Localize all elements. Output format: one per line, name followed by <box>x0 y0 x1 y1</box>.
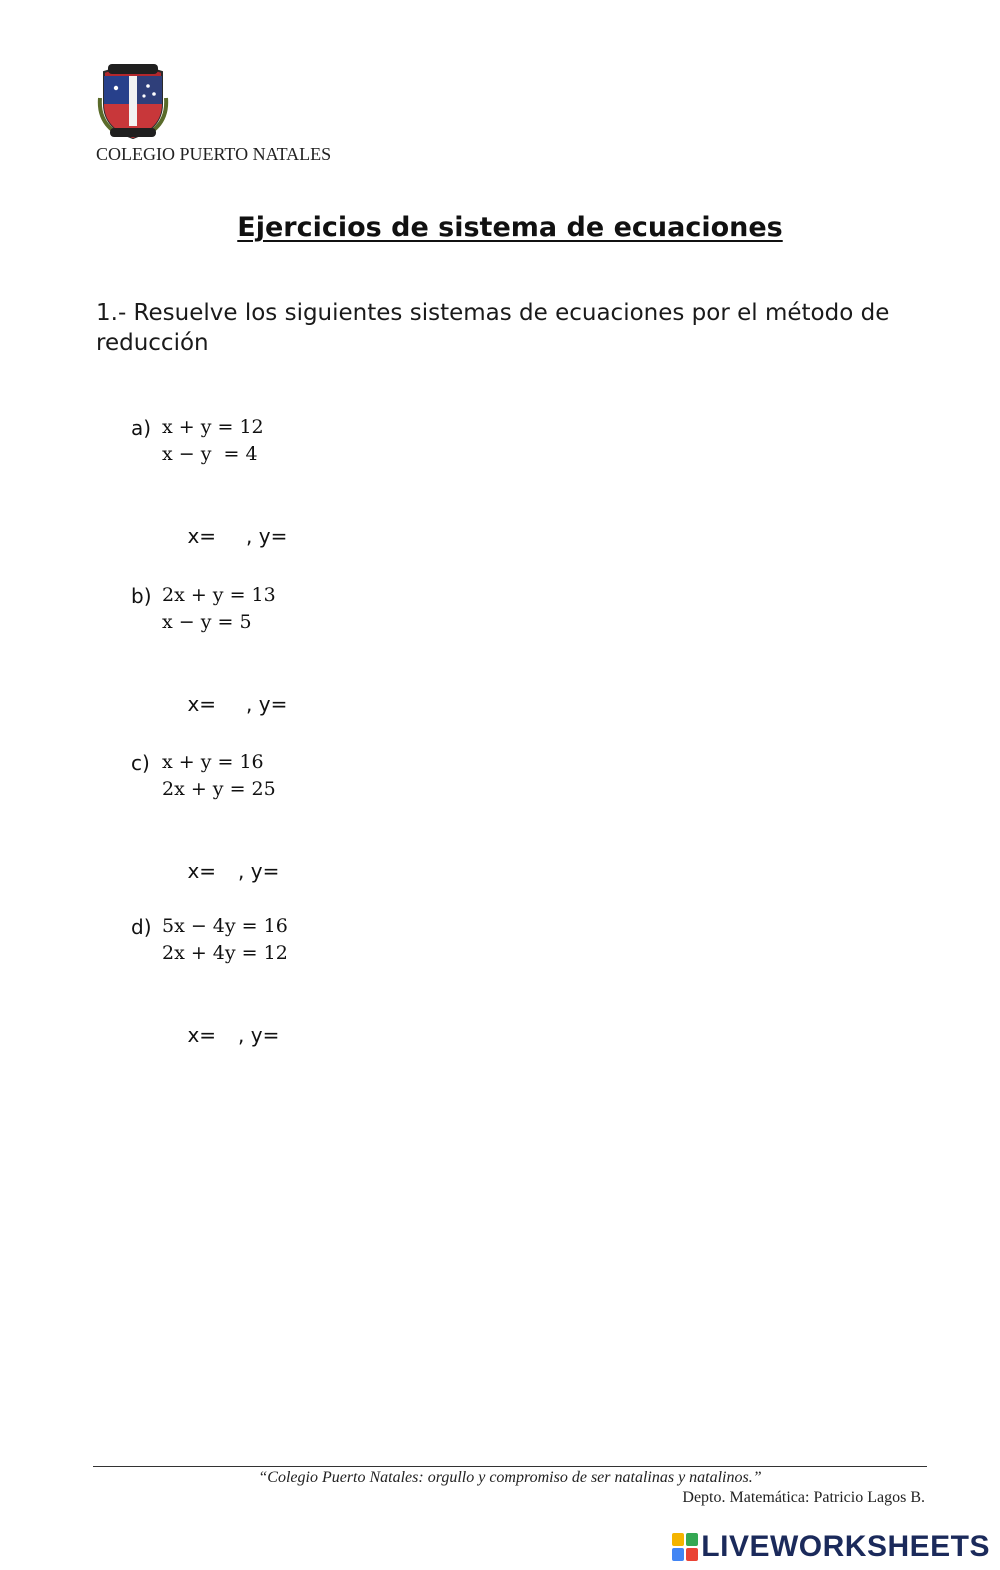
equation-1: 2x + y = 13 <box>162 584 276 606</box>
equation-2: 2x + y = 25 <box>162 778 276 800</box>
exercise-label: b) <box>131 584 152 608</box>
equation-1: x + y = 16 <box>162 751 264 773</box>
equation-1: x + y = 12 <box>162 416 264 438</box>
answer-y-label: , y= <box>238 1023 280 1047</box>
exercise-c <box>131 751 531 883</box>
footer-motto: “Colegio Puerto Natales: orgullo y compromiso de ser natalinas y natalinos.” <box>258 1469 762 1486</box>
liveworksheets-logo-icon <box>672 1533 698 1561</box>
equation-2: x − y = 5 <box>162 611 252 633</box>
exercise-label: c) <box>131 751 150 775</box>
equation-2: x − y = 4 <box>162 443 258 465</box>
school-name: COLEGIO PUERTO NATALES <box>96 144 332 164</box>
equation-2: 2x + 4y = 12 <box>162 942 288 964</box>
answer-x-label: x= <box>187 524 217 548</box>
answer-x-label: x= <box>187 1023 217 1047</box>
page-title: Ejercicios de sistema de ecuaciones <box>237 212 783 243</box>
exercise-b <box>131 584 531 716</box>
exercise-label: d) <box>131 915 152 939</box>
footer-department: Depto. Matemática: Patricio Lagos B. <box>682 1489 925 1506</box>
answer-line <box>162 500 287 572</box>
answer-x-label: x= <box>187 859 217 883</box>
answer-line <box>162 835 279 907</box>
liveworksheets-brand-text: LIVEWORKSHEETS <box>701 1530 990 1563</box>
answer-y-label: , y= <box>238 859 280 883</box>
exercise-a <box>131 416 531 548</box>
answer-line <box>162 668 287 740</box>
school-crest-logo <box>96 58 170 142</box>
answer-y-label: , y= <box>246 524 288 548</box>
answer-x-label: x= <box>187 692 217 716</box>
answer-line <box>162 999 279 1071</box>
exercise-label: a) <box>131 416 152 440</box>
instruction-text: 1.- Resuelve los siguientes sistemas de ecuaciones por el método de reducción <box>96 300 890 356</box>
liveworksheets-watermark[interactable] <box>672 1530 990 1564</box>
footer-divider <box>93 1466 927 1467</box>
exercise-d <box>131 915 531 1047</box>
equation-1: 5x − 4y = 16 <box>162 915 288 937</box>
answer-y-label: , y= <box>246 692 288 716</box>
